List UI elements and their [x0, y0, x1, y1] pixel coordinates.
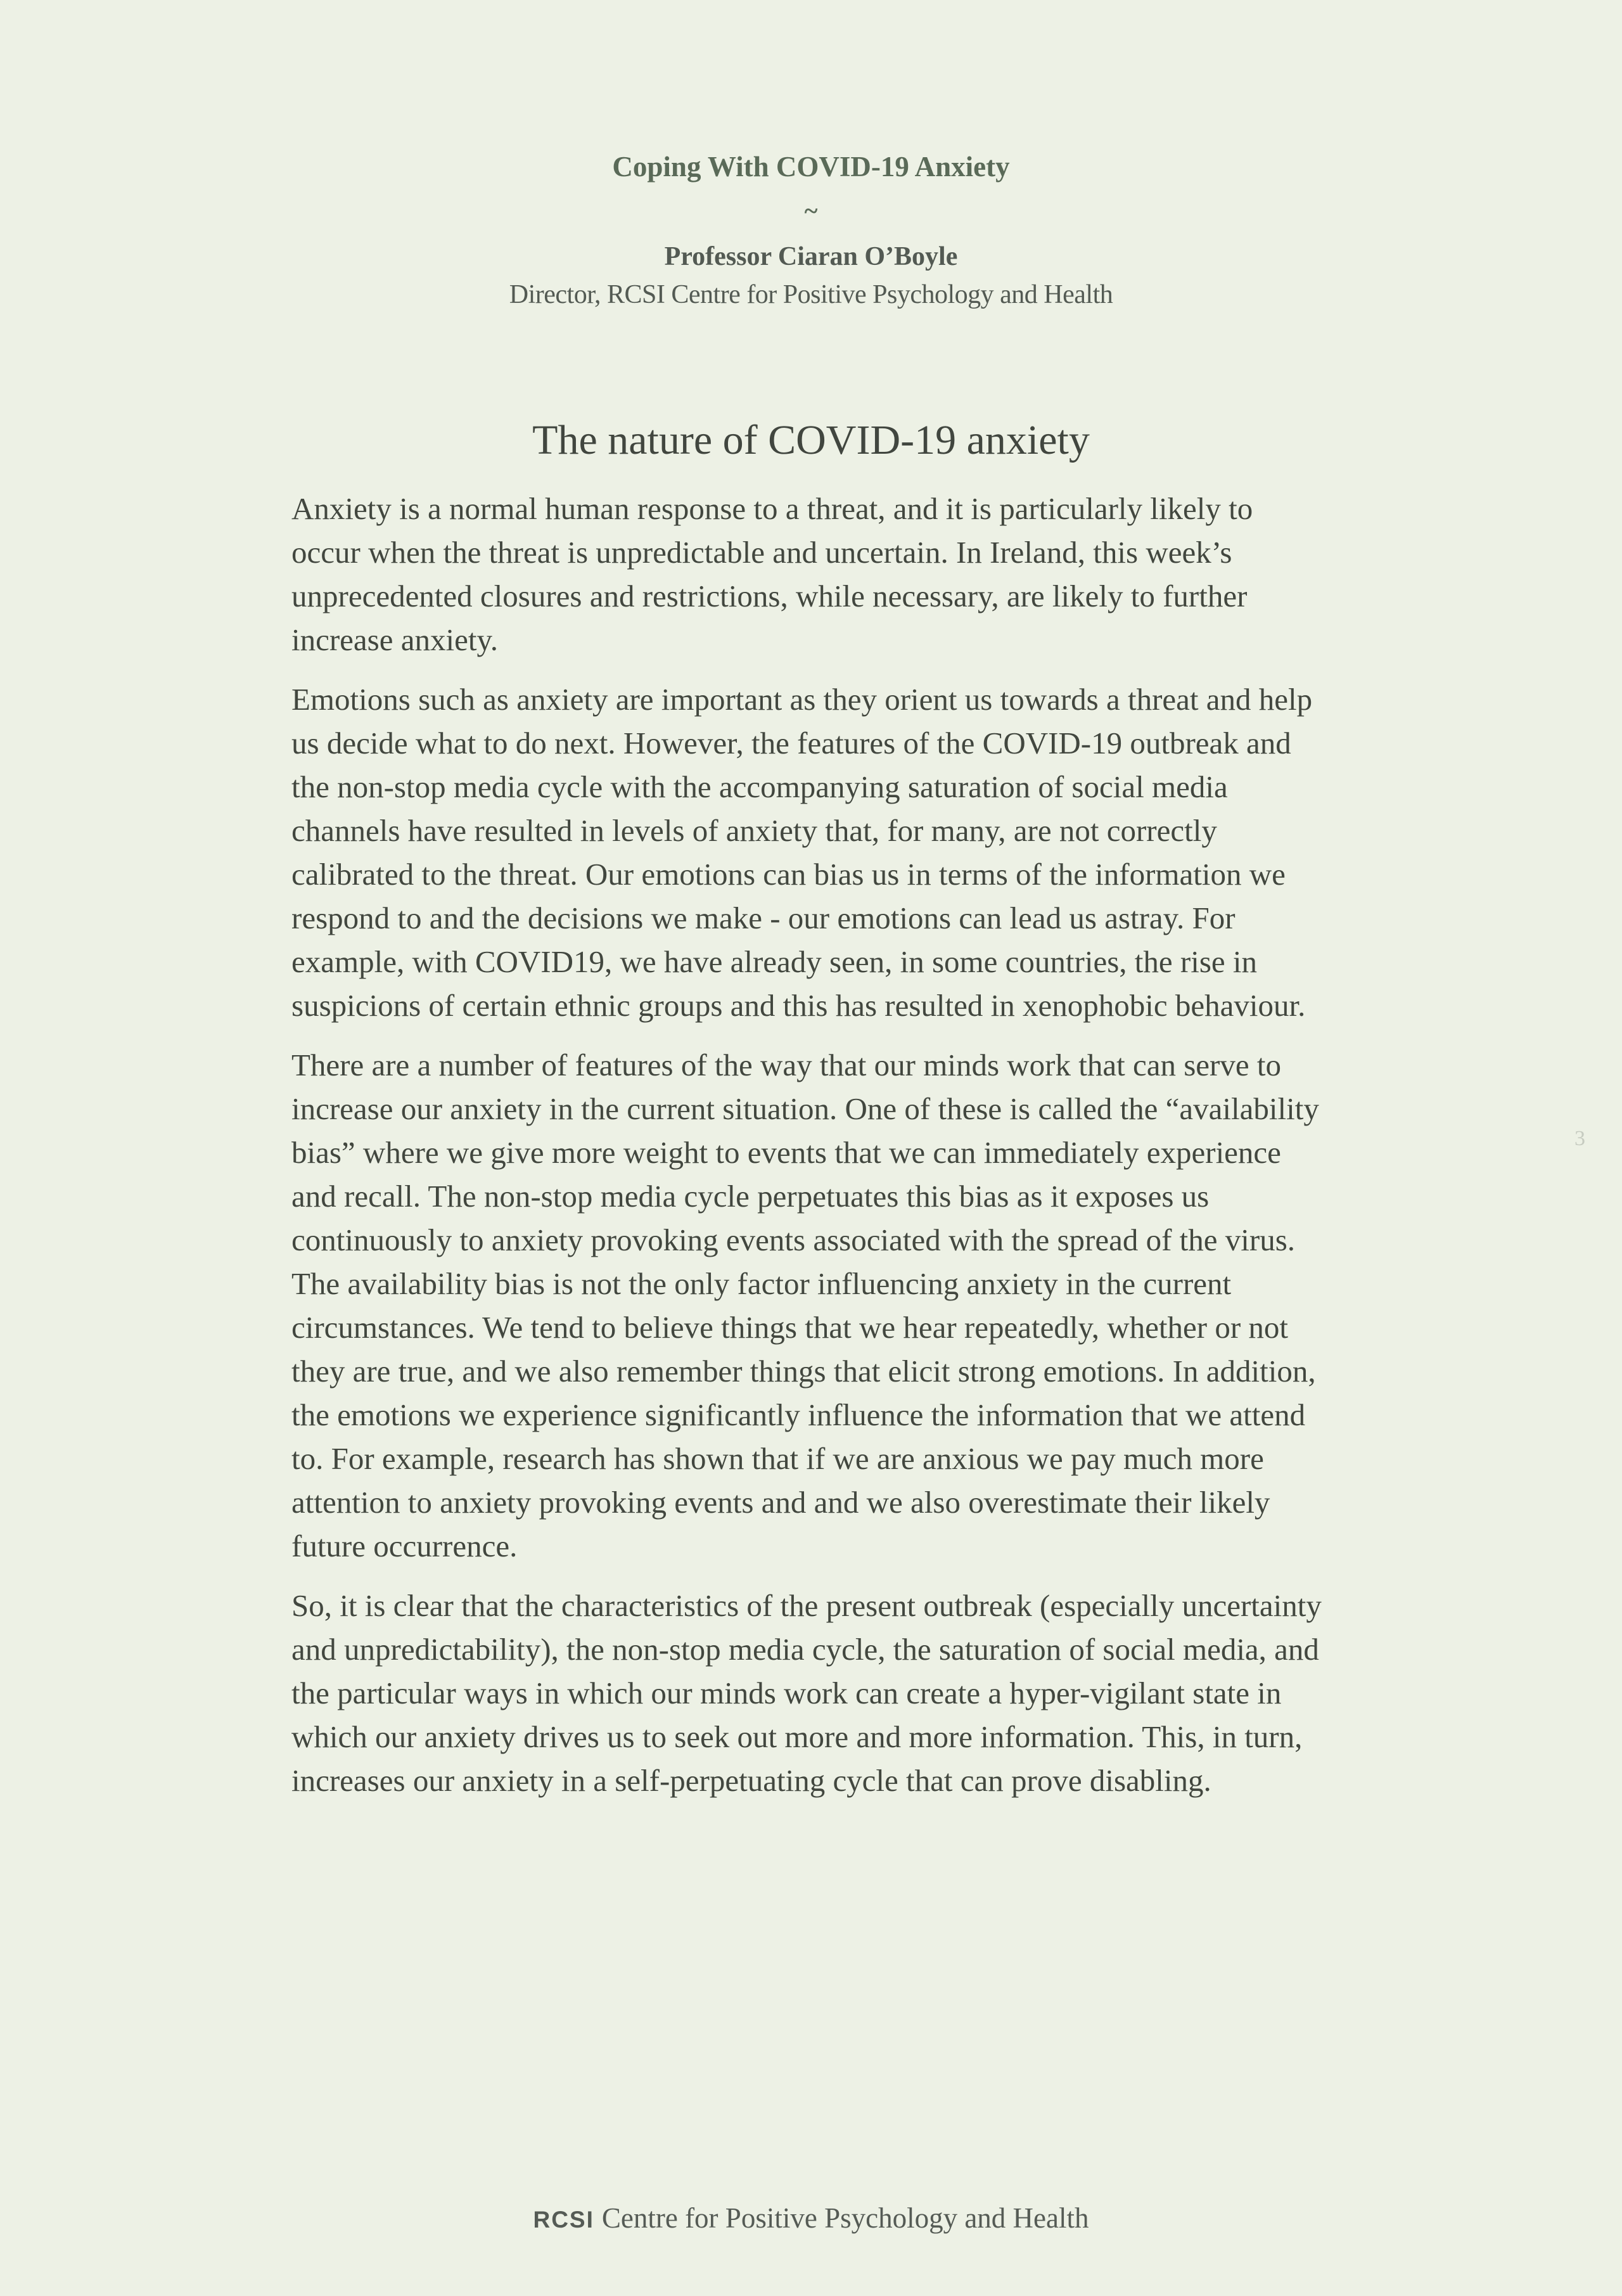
page-footer [0, 2199, 1622, 2239]
document-header [0, 144, 1622, 313]
paragraph: Anxiety is a normal human response to a threat, and it is particularly likely to occur when the threat is unpredictable and uncertain. In Ireland, this week’s unprecedented closures and restrictions, while necessary, are likely to further increase anxiety. [291, 491, 1253, 657]
footer-text: Centre for Positive Psychology and Health [601, 2202, 1089, 2234]
title-separator: ~ [804, 196, 818, 225]
page-number: 3 [1574, 1127, 1585, 1150]
author-name: Professor Ciaran O’Boyle [664, 242, 958, 271]
paragraph: So, it is clear that the characteristics of the present outbreak (especially uncertainty and unpredictability), the non-stop media cycle, the saturation of social media, and the particular ways in which our minds work can create a hyper-vigilant state in which our anxiety drives us to seek out more and more information. This, in turn, increases our anxiety in a self-perpetuating cycle that can prove disabling. [291, 1588, 1322, 1798]
author-affiliation: Director, RCSI Centre for Positive Psychology and Health [509, 280, 1113, 309]
paragraph: There are a number of features of the way that our minds work that can serve to increase our anxiety in the current situation. One of these is called the “availability bias” where we give more weight to events that we can immediately experience and recall. The non-stop media cycle perpetuates this bias as it exposes us continuously to anxiety provoking events associated with the spread of the virus. The availability bias is not the only factor influencing anxiety in the current circumstances. We tend to believe things that we hear repeatedly, whether or not they are true, and we also remember things that elicit strong emotions. In addition, the emotions we experience significantly influence the information that we attend to. For example, research has shown that if we are anxious we pay much more attention to anxiety provoking events and and we also overestimate their likely future occurrence. [291, 1048, 1319, 1563]
document-title: Coping With COVID-19 Anxiety [612, 151, 1010, 183]
article-body [291, 487, 1328, 1818]
rcsi-logo: RCSI [533, 2207, 594, 2233]
section-title: The nature of COVID-19 anxiety [532, 417, 1090, 463]
paragraph: Emotions such as anxiety are important as they orient us towards a threat and help us decide what to do next. However, the features of the COVID-19 outbreak and the non-stop media cycle with the accompanying saturation of social media channels have resulted in levels of anxiety that, for many, are not correctly calibrated to the threat. Our emotions can bias us in terms of the information we respond to and the decisions we make - our emotions can lead us astray. For example, with COVID19, we have already seen, in some countries, the rise in suspicions of certain ethnic groups and this has resulted in xenophobic behaviour. [291, 682, 1313, 1023]
